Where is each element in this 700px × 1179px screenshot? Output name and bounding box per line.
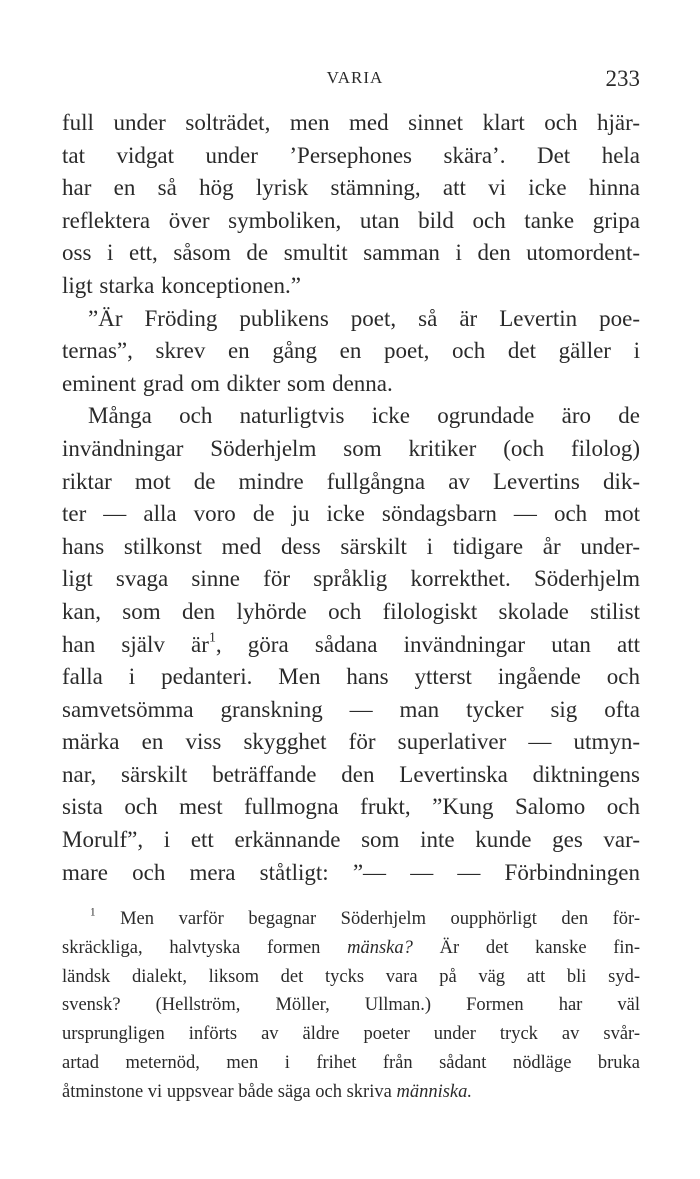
text-line: samvetsömma granskning — man tycker sig ofta <box>62 696 640 722</box>
footnote-text: skräckliga, halvtyska formen <box>62 937 321 958</box>
footnote-line <box>62 1078 640 1107</box>
text-line: invändningar Söderhjelm som kritiker (och filolog) <box>62 435 640 461</box>
text-line: kan, som den lyhörde och filologiskt skolade stilist <box>62 598 640 624</box>
line-end: , göra sådana invändningar utan att <box>215 631 641 657</box>
footnote-ref: 1 <box>208 629 216 645</box>
text-line: mare och mera ståtligt: ”— — — Förbindningen <box>62 859 640 885</box>
text-line: ternas”, skrev en gång en poet, och det gäller i <box>62 338 640 364</box>
body-text <box>62 107 640 889</box>
text-line: Morulf”, i ett erkännande som inte kunde ges var- <box>62 827 640 853</box>
text-line: ter — alla voro de ju icke söndagsbarn — och mot <box>62 501 640 527</box>
text-line-with-footnote-ref <box>62 629 640 662</box>
footnote-text: Men varför begagnar Söderhjelm oupphörligt den för- <box>120 909 641 929</box>
text-line: ligt starka konceptionen.” <box>62 272 301 298</box>
text-line: riktar mot de mindre fullgångna av Levertins dik- <box>62 468 640 494</box>
footnote-text: Är det kanske fin- <box>439 937 640 958</box>
page-number: 233 <box>605 66 640 91</box>
text-line: hans stilkonst med dess särskilt i tidigare år under- <box>62 533 640 559</box>
running-title: VARIA <box>326 68 384 87</box>
footnote-line: ländsk dialekt, liksom det tycks vara på väg att bli syd- <box>62 966 640 987</box>
footnote-line <box>62 905 640 934</box>
text-line: nar, särskilt beträffande den Levertinska diktningens <box>62 761 640 787</box>
running-head <box>0 66 700 96</box>
footnote-line: ursprungligen införts av äldre poeter under tryck av svår- <box>62 1024 640 1045</box>
text-line: tat vidgat under ’Persephones skära’. Det hela <box>62 142 640 168</box>
text-line: märka en viss skygghet för superlativer — utmyn- <box>62 729 640 755</box>
text-line: ligt svaga sinne för språklig korrekthet. Söderhjelm <box>62 566 640 592</box>
footnote-line: svensk? (Hellström, Möller, Ullman.) Formen har väl <box>62 995 640 1016</box>
text-line: ”Är Fröding publikens poet, så är Levertin poe- <box>88 305 640 331</box>
footnote-marker: 1 <box>90 906 96 919</box>
text-line: oss i ett, såsom de smultit samman i den utomordent- <box>62 240 640 266</box>
text-line: har en så hög lyrisk stämning, att vi icke hinna <box>62 175 640 201</box>
footnote <box>62 905 640 1107</box>
footnote-line <box>62 934 640 963</box>
text-line: falla i pedanteri. Men hans ytterst ingående och <box>62 664 640 690</box>
footnote-text: åtminstone vi uppsvear både säga och skriva <box>62 1081 392 1102</box>
text-line: sista och mest fullmogna frukt, ”Kung Salomo och <box>62 794 640 820</box>
text-line: eminent grad om dikter som denna. <box>62 370 393 396</box>
text-line: reflektera över symboliken, utan bild och tanke gripa <box>62 207 640 233</box>
footnote-line: artad meternöd, men i frihet från sådant nödläge bruka <box>62 1052 640 1073</box>
footnote-italic: mänska? <box>347 937 413 958</box>
line-start: han själv är <box>62 631 209 657</box>
footnote-italic: människa. <box>396 1081 472 1102</box>
text-line: full under solträdet, men med sinnet klart och hjär- <box>62 110 640 135</box>
text-line: Många och naturligtvis icke ogrundade äro de <box>88 403 640 429</box>
